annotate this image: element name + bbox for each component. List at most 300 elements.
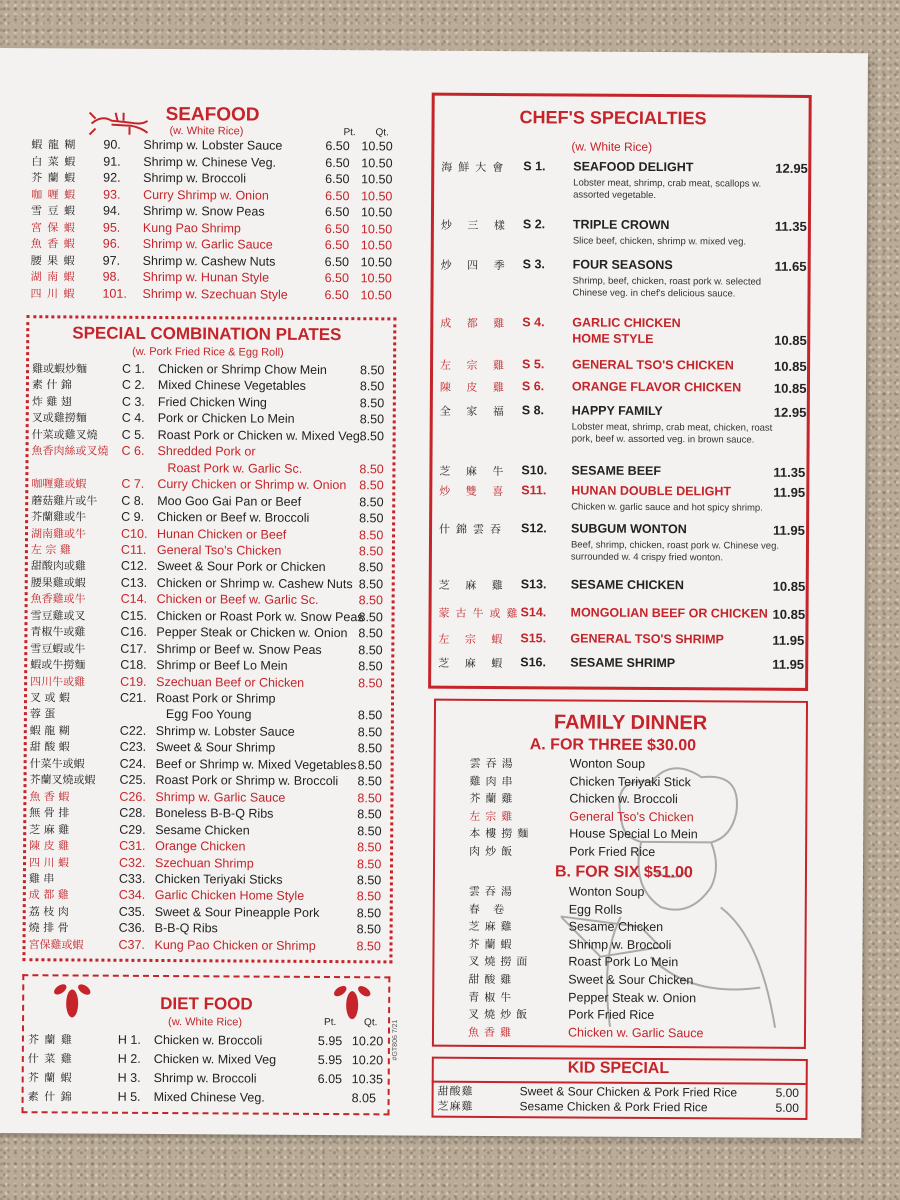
item-name: Shrimp or Beef Lo Mein [156,658,288,673]
item-price: 8.50 [358,675,383,690]
item-chinese-name: 蝦 龍 糊 [29,724,70,738]
item-code: S 3. [522,257,545,272]
item-description: Lobster meat, shrimp, crab meat, scallops w. assorted vegetable. [573,177,762,202]
item-price: 8.50 [357,790,382,806]
item-price-qt: 10.50 [360,205,393,220]
item-code: C35. [118,904,146,919]
item-name: Sweet & Sour Chicken & Pork Fried Rice [519,1084,738,1100]
item-name: Kung Pao Shrimp [142,220,241,235]
item-code: 93. [103,187,121,202]
list-item [29,771,385,789]
chef-list [0,48,868,53]
item-price: 8.50 [359,379,385,394]
list-item [30,673,386,691]
item-description: Chicken w. garlic sauce and hot spicy shrimp. [571,501,763,514]
list-item [438,655,805,675]
item-price: 12.95 [773,404,807,420]
item-chinese-name: 炸 雞 翅 [31,395,72,409]
item-name: Moo Goo Gai Pan or Beef [157,493,302,509]
item-price: 8.50 [358,659,383,674]
list-item [469,790,677,808]
list-item [29,887,385,905]
item-chinese-name: 成 都 雞 [440,316,511,331]
item-price-qt: 10.35 [351,1072,384,1087]
item-price-qt: 10.50 [360,271,392,286]
item-price: 8.50 [359,363,385,378]
list-item [438,577,806,597]
item-code: S 8. [521,403,545,418]
item-chinese-name: 芥 蘭 雞 [27,1033,73,1047]
item-name: Wonton Soup [569,756,646,771]
item-code: C11. [120,542,147,557]
list-item [30,755,386,773]
list-item [31,235,401,253]
item-code: C32. [118,855,146,870]
item-name: Roast Pork or Shrimp [155,690,276,706]
item-chinese-name: 左宗雞 [469,809,518,823]
list-item [28,1069,388,1087]
item-code: S11. [521,483,547,498]
item-description: Shrimp, beef, chicken, roast pork w. selected Chinese veg. in chef's delicious sauce. [572,275,762,300]
item-chinese-name: 炒 雙 喜 [439,484,510,499]
item-chinese-name: 湖南雞或牛 [30,526,87,541]
item-name: Shrimp w. Cashew Nuts [142,253,276,269]
list-item [440,331,807,351]
list-item [32,377,388,395]
item-price: 11.65 [774,258,807,274]
item-price: 8.50 [359,494,384,509]
item-code: 97. [102,253,121,268]
item-price: 8.50 [358,626,383,641]
item-price: 8.50 [357,757,383,773]
item-chinese-name: 雞或蝦炒麵 [32,362,88,376]
list-item [31,590,387,608]
item-name: Chicken w. Garlic Sauce [567,1025,704,1041]
item-code: C 1. [122,361,146,376]
item-name: Mixed Chinese Vegetables [157,378,306,394]
item-chinese-name: 素 什 錦 [27,1090,73,1104]
list-item [439,463,806,483]
list-item [30,706,386,724]
list-item [31,442,387,460]
item-chinese-name: 肉炒飯 [469,844,518,858]
item-code: 96. [102,236,121,251]
item-description: Lobster meat, shrimp, crab meat, chicken, roast pork, beef w. assorted veg. in brown sauce. [571,421,773,446]
item-name: Sweet & Sour Pineapple Pork [154,904,320,920]
item-chinese-name: 蓉 蛋 [29,707,56,721]
item-chinese-name: 成 都 雞 [28,888,69,902]
item-chinese-name: 腰果雞或蝦 [30,576,86,590]
list-item [31,202,401,220]
diet-subtitle: (w. White Rice) [168,1016,243,1029]
item-code: C16. [120,624,147,640]
item-code: H 2. [117,1051,141,1066]
item-name: HUNAN DOUBLE DELIGHT [571,483,732,499]
list-item [30,689,386,707]
item-price-pt: 6.50 [325,171,350,187]
item-chinese-name: 雪豆蝦或牛 [30,641,86,656]
item-code: 90. [103,137,121,152]
item-code: C37. [118,937,145,952]
list-item [438,605,806,625]
item-price: 8.50 [359,511,384,526]
item-chinese-name: 芝 麻 牛 [439,464,510,479]
list-item [31,186,401,204]
item-chinese-name: 芥 蘭 蝦 [31,171,77,185]
item-code: C22. [119,723,147,738]
item-code: C15. [120,608,147,623]
item-name: Chicken or Beef w. Garlic Sc. [156,592,319,608]
item-chinese-name: 叉 或 蝦 [29,691,71,705]
item-chinese-name: 咖 喱 蝦 [31,187,77,201]
item-name: Roast Pork or Shrimp w. Broccoli [155,773,339,789]
item-name: Shrimp w. Hunan Style [142,269,270,285]
list-item [30,640,386,658]
item-chinese-name: 甜 酸 蝦 [29,740,70,754]
item-code: C14. [120,592,148,607]
item-name: Shrimp w. Broccoli [143,170,247,186]
list-item [441,159,808,202]
item-code: S 4. [522,315,545,330]
item-price-pt: 6.50 [324,254,350,269]
item-name: General Tso's Chicken [156,542,282,558]
item-price: 8.50 [356,938,381,954]
item-name: Roast Pork w. Garlic Sc. [167,460,303,476]
item-name: Shrimp w. Broccoli [153,1070,257,1086]
item-name: Wonton Soup [568,884,645,899]
item-chinese-name: 雪豆雞或叉 [30,608,86,623]
list-item [31,508,387,526]
item-price-qt: 10.20 [351,1053,384,1068]
item-code: H 5. [117,1089,141,1104]
list-item [31,475,387,493]
chef-subtitle: (w. White Rice) [571,139,653,154]
item-chinese-name: 魚香雞或牛 [30,592,86,606]
item-price: 8.50 [359,478,384,493]
list-item [29,870,385,888]
diet-col-pt: Pt. [324,1016,337,1029]
lobster-icon [87,109,151,139]
chef-title: CHEF'S SPECIALTIES [519,107,707,129]
item-price-qt: 10.50 [361,155,393,170]
list-item [29,821,385,839]
item-name: Shrimp w. Lobster Sauce [155,723,295,739]
item-chinese-name: 蒙古牛或雞 [438,606,524,621]
item-name: Roast Pork Lo Mein [568,954,679,970]
item-name: Shrimp w. Chinese Veg. [143,154,277,170]
item-price: 8.50 [357,823,382,838]
item-price-pt: 6.50 [324,221,350,236]
list-item [469,918,664,936]
item-name: House Special Lo Mein [569,826,698,842]
combo-list [0,48,868,53]
item-price-qt: 10.50 [361,188,393,203]
item-chinese-name: 雲吞湯 [468,884,517,899]
list-item [469,900,623,918]
item-price: 5.00 [775,1100,799,1115]
item-code: C 5. [121,427,145,442]
item-code: C26. [119,789,146,804]
item-chinese-name: 無 骨 排 [29,806,70,820]
combo-subtitle: (w. Pork Fried Rice & Egg Roll) [132,345,284,359]
list-item [469,842,655,860]
item-code: S10. [521,463,548,478]
item-price-pt: 6.50 [324,270,349,286]
item-chinese-name: 海鮮大會 [441,160,510,175]
item-name: Chicken w. Mixed Veg [153,1051,277,1067]
list-item [31,558,387,576]
item-price: 11.95 [772,656,805,672]
item-name: Chicken w. Broccoli [153,1032,263,1048]
list-item [439,379,807,399]
item-chinese-name: 雞肉串 [469,774,518,788]
item-chinese-name: 芥 蘭 蝦 [27,1071,73,1085]
item-chinese-name: 甜酸肉或雞 [30,559,86,573]
item-price-pt: 6.50 [324,204,350,220]
item-chinese-name: 蝦 龍 糊 [31,138,77,152]
item-code: C21. [119,690,147,705]
item-chinese-name: 什菜或雞叉燒 [31,427,98,442]
item-code: C17. [120,641,147,656]
list-item [468,1006,654,1024]
seafood-col-qt: Qt. [375,127,389,139]
item-price: 10.85 [772,578,806,594]
item-chinese-name: 炒 三 樣 [440,218,511,233]
item-price: 8.50 [358,642,383,657]
list-item [28,1031,388,1049]
item-price-pt: 6.50 [325,138,350,154]
item-name: SEAFOOD DELIGHT [573,159,694,175]
item-name: Curry Shrimp w. Onion [143,187,269,203]
item-name: Shrimp w. Lobster Sauce [143,137,283,153]
list-item [440,357,807,377]
item-price: 8.50 [356,889,382,904]
item-name: Sesame Chicken [568,919,664,935]
list-item [29,919,385,937]
item-price: 8.50 [359,461,384,477]
item-code: C24. [119,756,147,771]
item-code: C 8. [121,493,145,508]
item-price-qt: 10.20 [351,1034,384,1049]
menu-page [0,48,868,1138]
item-chinese-name: 左 宗 雞 [30,543,71,557]
item-chinese-name: 甜酸雞 [437,1084,474,1098]
item-description: Beef, shrimp, chicken, roast pork w. Chinese veg. surrounded w. 4 crispy fried wonton. [570,539,780,564]
print-code: #GT806 7/21 [391,1019,400,1061]
item-name: Sesame Chicken [155,822,250,838]
item-name: TRIPLE CROWN [572,217,670,233]
item-name: SESAME SHRIMP [570,655,676,671]
diet-col-qt: Qt. [364,1017,378,1029]
item-chinese-name: 芝麻雞 [468,920,517,934]
item-name: Pepper Steak or Chicken w. Onion [156,625,348,641]
list-item [31,153,401,171]
item-name: Sweet & Sour Shrimp [155,740,276,756]
item-code: 92. [103,170,121,185]
list-item [29,788,385,806]
item-code: 98. [102,269,121,284]
list-item [30,285,400,303]
item-code: C34. [118,888,146,903]
item-price-qt: 10.50 [361,172,393,187]
item-price: 12.95 [775,160,808,176]
item-chinese-name [31,471,121,472]
item-price: 8.50 [358,544,384,559]
item-price: 11.35 [774,218,807,234]
list-item [32,360,388,378]
list-item [31,169,401,187]
item-price-pt: 6.05 [317,1071,343,1087]
list-item [31,574,387,592]
item-name: Shrimp w. Broccoli [568,937,672,952]
item-price-pt: 5.95 [317,1052,343,1068]
item-chinese-name: 荔 枝 肉 [28,905,69,919]
item-name: Boneless B-B-Q Ribs [155,806,274,821]
item-code: C19. [120,674,147,689]
item-name: B-B-Q Ribs [154,921,218,936]
item-chinese-name: 雪 豆 蝦 [30,204,77,218]
list-item [439,403,807,446]
list-item [440,217,807,248]
item-price: 10.85 [773,380,807,396]
item-price: 8.50 [356,873,382,888]
item-code: C36. [118,921,146,936]
item-price: 8.50 [356,856,382,871]
item-chinese-name: 叉燒炒飯 [468,1008,533,1022]
item-code: S 2. [522,217,546,232]
family-b-list [0,48,868,53]
item-name: Shrimp w. Snow Peas [142,203,265,219]
item-price: 8.50 [356,922,382,937]
item-chinese-name: 陳 皮 雞 [29,839,70,853]
list-item [438,631,805,651]
item-name: Chicken or Shrimp Chow Mein [157,361,327,378]
item-chinese-name: 本樓撈麵 [469,826,534,841]
item-chinese-name: 什 菜 雞 [27,1052,73,1066]
item-name: Egg Foo Young [165,707,252,722]
item-chinese-name: 四川牛或雞 [30,674,86,689]
item-price: 10.85 [772,606,806,622]
item-code: S 1. [523,159,546,174]
item-chinese-name: 芥蘭雞 [469,791,518,806]
item-code: S15. [520,631,547,646]
item-code: C28. [119,805,146,821]
list-item [31,268,401,286]
item-chinese-name: 芝 麻 雞 [438,578,509,593]
item-code: H 1. [117,1032,141,1047]
item-chinese-name: 湖 南 蝦 [30,270,76,284]
item-price-pt: 6.50 [325,188,350,203]
item-name: Chicken Teriyaki Sticks [154,871,283,887]
item-price-pt: 6.50 [324,237,350,253]
item-name: Shredded Pork or [157,444,256,459]
diet-list [0,48,868,53]
item-price: 11.35 [773,464,806,480]
item-price: 11.95 [773,522,805,538]
item-chinese-name: 陳 皮 雞 [439,380,510,395]
item-chinese-name: 什錦雲吞 [439,522,508,537]
item-price-qt: 10.50 [360,287,392,302]
item-price: 8.50 [359,429,385,444]
item-code: S 5. [522,357,545,372]
seafood-subtitle: (w. White Rice) [169,125,244,138]
item-chinese-name: 雞 串 [28,872,55,886]
item-name: Orange Chicken [155,839,246,854]
item-name: ORANGE FLAVOR CHICKEN [571,379,742,395]
list-item [469,825,698,843]
item-name: GENERAL TSO'S CHICKEN [572,357,734,373]
item-code: C 2. [121,378,145,393]
list-item [470,755,646,773]
list-item [29,903,385,921]
item-code: C31. [119,838,146,853]
item-code: C18. [120,657,147,673]
item-name: Szechuan Shrimp [154,855,254,871]
item-code: C 6. [121,444,145,459]
item-price: 11.95 [772,632,805,648]
list-item [31,219,401,237]
item-name: Sweet & Sour Pork or Chicken [156,559,326,575]
item-name: Egg Rolls [568,902,623,917]
family-b-title: B. FOR SIX $51.00 [554,863,693,882]
list-item [29,837,385,855]
item-chinese-name: 魚香雞 [467,1025,517,1039]
item-chinese-name: 叉或雞撈麵 [31,411,87,425]
item-name: Chicken Teriyaki Stick [569,773,691,789]
list-item [468,971,693,989]
item-price-pt: 5.95 [317,1033,343,1049]
item-chinese-name: 素 什 錦 [31,378,72,392]
item-code: 95. [102,220,121,235]
list-item [31,136,401,154]
item-price-qt: 10.50 [360,238,393,253]
list-item [29,854,385,872]
list-item [468,1024,704,1042]
item-chinese-name: 春 卷 [468,902,510,916]
list-item [30,739,386,757]
item-code: C10. [120,526,148,541]
item-name: Pepper Steak w. Onion [568,990,697,1005]
item-price-qt: 10.50 [360,221,393,236]
lobster-icon [50,979,94,1023]
item-code: C12. [120,559,148,574]
item-chinese-name: 腰 果 蝦 [30,253,76,267]
item-price: 8.50 [359,396,385,411]
item-name: MONGOLIAN BEEF OR CHICKEN [570,605,768,621]
kid-title: KID SPECIAL [567,1059,670,1078]
item-name: Pork Fried Rice [569,843,656,859]
item-name: GARLIC CHICKEN [572,315,681,331]
item-code: S13. [520,577,547,592]
list-item [440,257,807,300]
item-name: Roast Pork or Chicken w. Mixed Veg. [157,427,364,444]
item-price: 8.50 [358,527,384,542]
item-name: HOME STYLE [572,331,654,346]
list-item [468,988,696,1006]
item-name: GENERAL TSO'S SHRIMP [570,631,724,647]
list-item [30,722,386,740]
list-item [28,1050,388,1068]
item-chinese-name: 魚 香 蝦 [30,237,76,251]
item-chinese-name: 四 川 蝦 [28,855,70,869]
item-chinese-name: 四 川 蝦 [30,286,76,300]
item-name: Hunan Chicken or Beef [156,526,287,542]
item-chinese-name: 蘑菇雞片或牛 [31,493,98,508]
item-chinese-name: 炒 四 季 [440,258,511,273]
list-item [439,483,806,514]
item-code: H 3. [117,1070,141,1085]
item-chinese-name: 雲吞湯 [469,756,518,771]
